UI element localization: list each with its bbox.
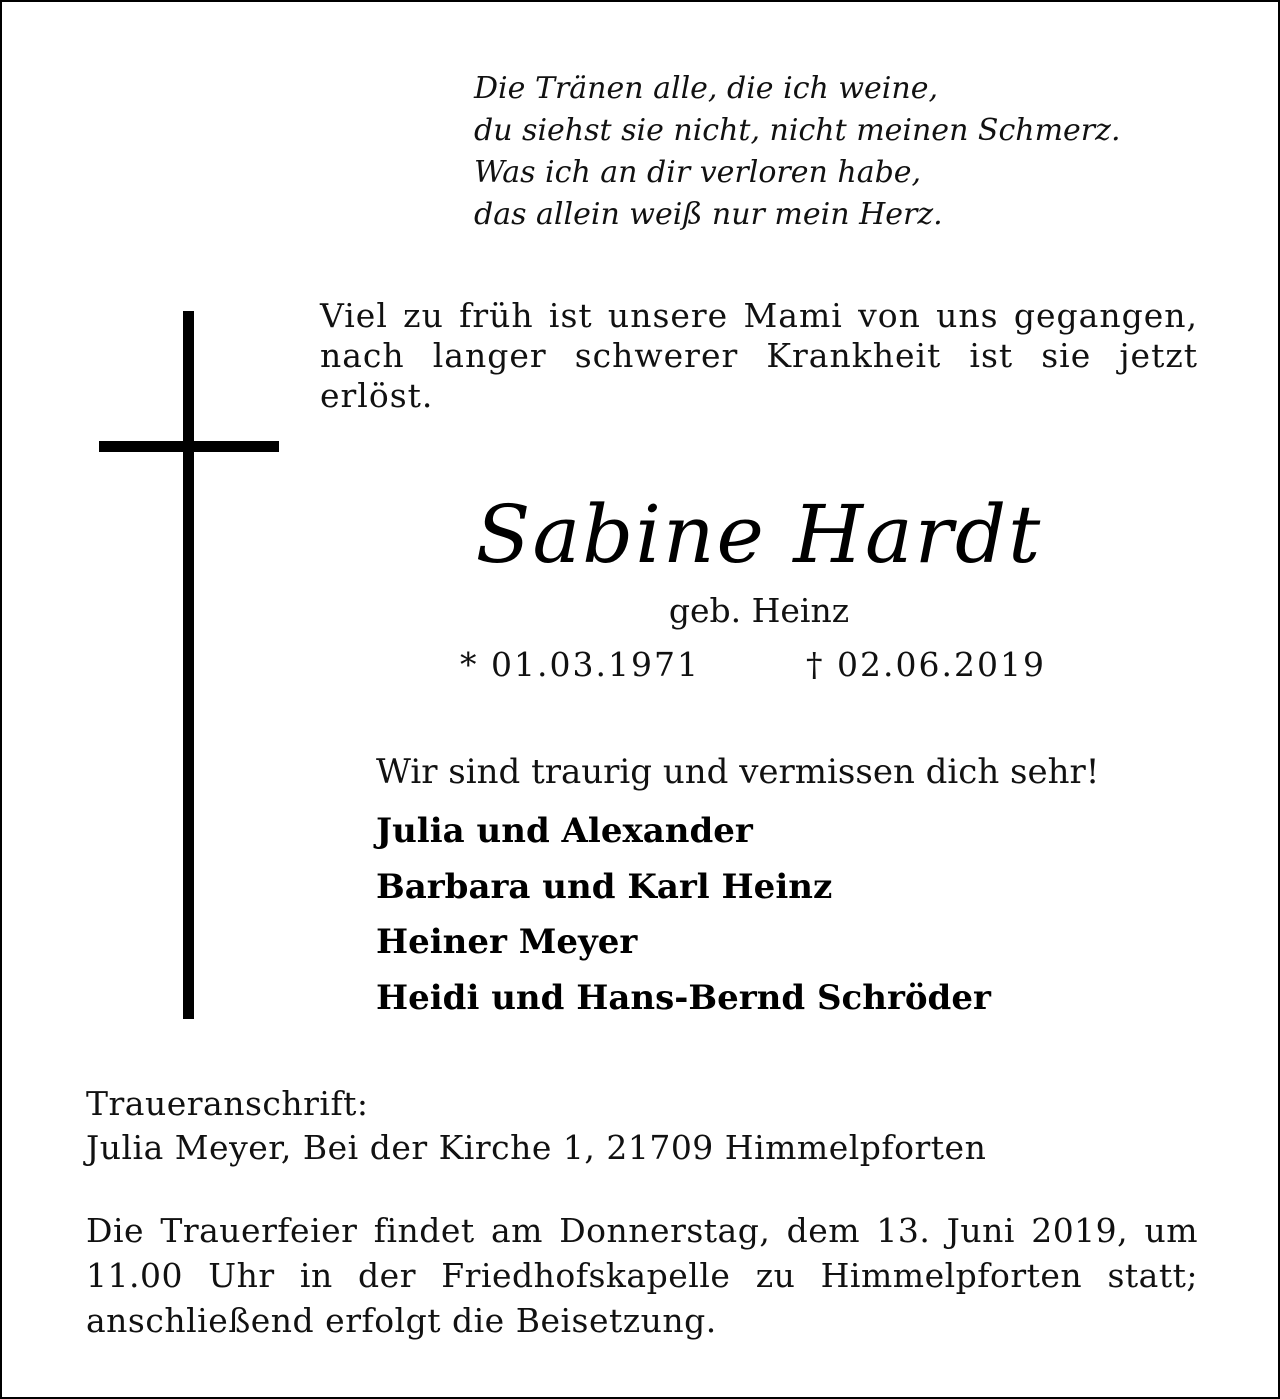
poem-line: Was ich an dir verloren habe,	[474, 155, 922, 190]
cross-horizontal-bar	[99, 441, 279, 452]
mourner-name: Heidi und Hans-Bernd Schröder	[376, 977, 991, 1018]
mourning-address	[86, 1082, 1206, 1170]
poem-line: das allein weiß nur mein Herz.	[474, 197, 943, 232]
grief-line: Wir sind traurig und vermissen dich sehr!	[376, 752, 1100, 792]
address-label: Traueranschrift:	[86, 1084, 369, 1123]
birth-name: geb. Heinz	[668, 591, 850, 630]
address-value: Julia Meyer, Bei der Kirche 1, 21709 Himmelpforten	[86, 1128, 987, 1167]
ceremony-text: Die Trauerfeier findet am Donnerstag, dem 13. Juni 2019, um 11.00 Uhr in der Friedhofskapelle zu Himmelpforten statt; anschließend erfolgt die Beisetzung.	[86, 1211, 1198, 1340]
mourner-name: Barbara und Karl Heinz	[376, 866, 833, 907]
cross-vertical-bar	[183, 311, 194, 1019]
mourner-name: Julia und Alexander	[376, 811, 753, 851]
deceased-name: Sabine Hardt	[475, 488, 1043, 581]
life-dates	[460, 642, 1080, 688]
poem	[474, 68, 1234, 236]
mourners-list	[376, 804, 1216, 1026]
death-date: † 02.06.2019	[806, 645, 1046, 684]
poem-line: Die Tränen alle, die ich weine,	[474, 71, 938, 106]
birth-date: * 01.03.1971	[460, 645, 700, 684]
poem-line: du siehst sie nicht, nicht meinen Schmerz.	[474, 113, 1121, 148]
mourner-name: Heiner Meyer	[376, 922, 638, 962]
intro-text: Viel zu früh ist unsere Mami von uns gegangen, nach langer schwerer Krankheit ist sie jetzt erlöst.	[320, 296, 1198, 415]
